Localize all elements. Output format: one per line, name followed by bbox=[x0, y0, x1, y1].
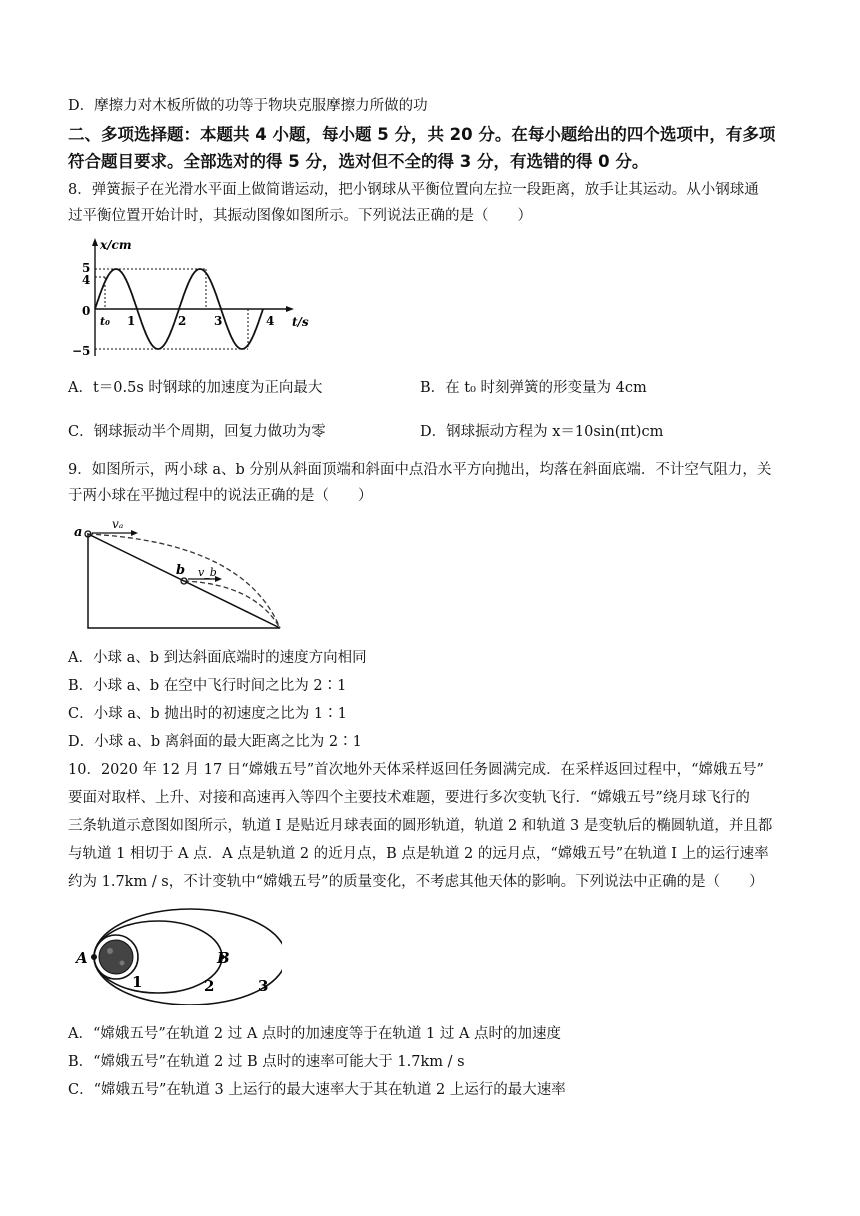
q8-x-label: t/s bbox=[292, 315, 309, 329]
q9-incline-figure bbox=[74, 516, 286, 634]
q8-vibration-graph bbox=[72, 234, 322, 362]
q8-tick-0: 0 bbox=[82, 304, 91, 318]
q8-stem-line1: 8．弹簧振子在光滑水平面上做简谐运动，把小钢球从平衡位置向左拉一段距离，放手让其运动。从小钢球通 bbox=[68, 182, 759, 198]
q10-option-a: A．“嫦娥五号”在轨道 2 过 A 点时的加速度等于在轨道 1 过 A 点时的加速度 bbox=[68, 1026, 562, 1042]
q8-option-a: A．t＝0.5s 时钢球的加速度为正向最大 bbox=[68, 380, 323, 396]
q8-tick-5: 5 bbox=[82, 261, 91, 275]
q10-stem-line5: 约为 1.7km / s，不计变轨中“嫦娥五号”的质量变化，不考虑其他天体的影响。下列说法中正确的是（ ） bbox=[68, 874, 764, 890]
q10-label-3: 3 bbox=[258, 977, 269, 995]
q8-option-c: C．钢球振动半个周期，回复力做功为零 bbox=[68, 424, 326, 440]
q9-option-d: D．小球 a、b 离斜面的最大距离之比为 2∶1 bbox=[68, 734, 362, 750]
q10-label-2: 2 bbox=[204, 977, 215, 995]
q10-label-b: B bbox=[217, 949, 230, 967]
q10-stem-line2: 要面对取样、上升、对接和高速再入等四个主要技术难题，要进行多次变轨飞行．“嫦娥五号”绕月球飞行的 bbox=[68, 790, 750, 806]
q10-moon-crater bbox=[107, 948, 113, 954]
q10-label-1: 1 bbox=[132, 973, 143, 991]
q10-label-a: A bbox=[76, 949, 88, 967]
q8-y-axis-arrow bbox=[92, 238, 98, 246]
q10-stem-line1: 10．2020 年 12 月 17 日“嫦娥五号”首次地外天体采样返回任务圆满完成．在采样返回过程中，“嫦娥五号” bbox=[68, 762, 764, 778]
q10-moon bbox=[99, 940, 133, 974]
q8-tick-4: 4 bbox=[82, 273, 91, 287]
q8-option-d: D．钢球振动方程为 x＝10sin(πt)cm bbox=[420, 424, 664, 440]
prev-option-d: D．摩擦力对木板所做的功等于物块克服摩擦力所做的功 bbox=[68, 98, 428, 114]
q9-label-b: b bbox=[176, 563, 186, 578]
q9-option-b: B．小球 a、b 在空中飞行时间之比为 2∶1 bbox=[68, 678, 347, 694]
q8-tick-t1: 1 bbox=[127, 314, 136, 328]
q8-option-b: B．在 t₀ 时刻弹簧的形变量为 4cm bbox=[420, 380, 647, 396]
q9-option-a: A．小球 a、b 到达斜面底端时的速度方向相同 bbox=[68, 650, 367, 666]
section-heading-line2: 符合题目要求。全部选对的得 5 分，选对但不全的得 3 分，有选错的得 0 分。 bbox=[68, 152, 649, 171]
q8-t-axis-arrow bbox=[286, 306, 294, 312]
q10-option-b: B．“嫦娥五号”在轨道 2 过 B 点时的速率可能大于 1.7km / s bbox=[68, 1054, 465, 1070]
q10-orbit-figure bbox=[72, 905, 282, 1005]
q9-label-vb: v_b bbox=[198, 566, 217, 579]
q9-stem-line2: 于两小球在平抛过程中的说法正确的是（ ） bbox=[68, 488, 373, 504]
q9-label-a: a bbox=[74, 525, 83, 540]
q9-label-va: vₐ bbox=[112, 517, 124, 531]
q8-tick-t3: 3 bbox=[214, 314, 223, 328]
q8-stem-line2: 过平衡位置开始计时，其振动图像如图所示。下列说法正确的是（ ） bbox=[68, 208, 532, 224]
q10-stem-line4: 与轨道 1 相切于 A 点．A 点是轨道 2 的近月点，B 点是轨道 2 的远月点，“嫦娥五号”在轨道 I 上的运行速率 bbox=[68, 846, 769, 862]
q9-arrowhead-va bbox=[131, 530, 138, 536]
q8-y-label: x/cm bbox=[100, 238, 132, 252]
q9-option-c: C．小球 a、b 抛出时的初速度之比为 1∶1 bbox=[68, 706, 347, 722]
q10-option-c: C．“嫦娥五号”在轨道 3 上运行的最大速率大于其在轨道 2 上运行的最大速率 bbox=[68, 1082, 566, 1098]
q10-stem-line3: 三条轨道示意图如图所示，轨道 I 是贴近月球表面的圆形轨道，轨道 2 和轨道 3 是变轨后的椭圆轨道，并且都 bbox=[68, 818, 773, 834]
q9-stem-line1: 9．如图所示，两小球 a、b 分别从斜面顶端和斜面中点沿水平方向抛出，均落在斜面底端．不计空气阻力，关 bbox=[68, 462, 772, 478]
q10-moon-crater bbox=[120, 961, 125, 966]
q8-tick-t4: 4 bbox=[266, 314, 275, 328]
q8-tick-t0: t₀ bbox=[100, 315, 110, 328]
q8-tick-neg5: −5 bbox=[72, 344, 91, 358]
section-heading-line1: 二、多项选择题：本题共 4 小题，每小题 5 分，共 20 分。在每小题给出的四个选项中，有多项 bbox=[68, 125, 776, 144]
q10-point-a bbox=[91, 954, 97, 960]
q8-tick-t2: 2 bbox=[178, 314, 187, 328]
